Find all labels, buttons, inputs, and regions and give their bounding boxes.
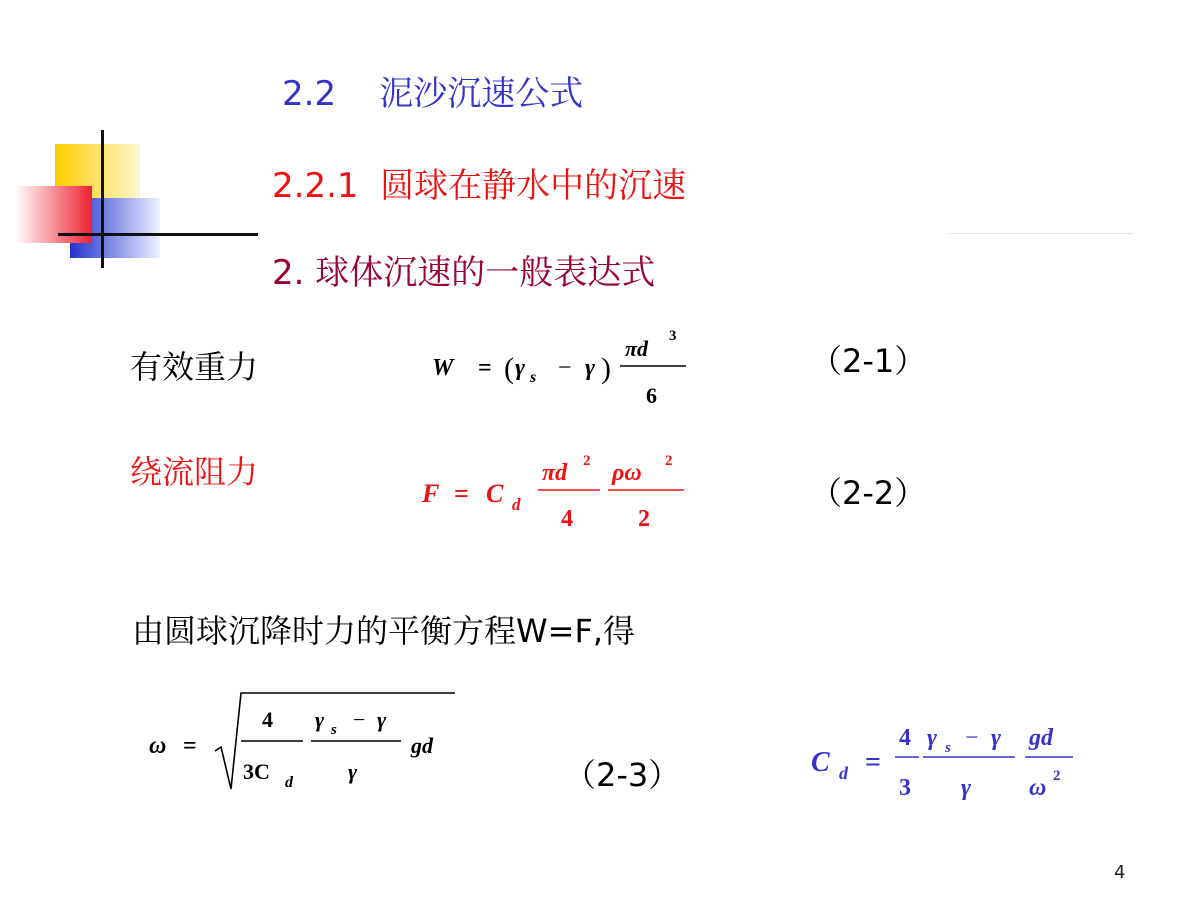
decoration-graphic — [0, 120, 300, 280]
eq4-f3-numerator: gd — [1029, 725, 1053, 751]
eq3-tail: gd — [411, 733, 433, 758]
eq4-f3-denominator: ω — [1029, 775, 1047, 801]
eq2-number: （2-2） — [810, 474, 927, 512]
section-heading: 2.2 泥沙沉速公式 — [282, 74, 584, 114]
equation-drag-force — [420, 440, 710, 540]
eq3-f1-den-sub: d — [285, 774, 293, 791]
eq2-coef: C — [486, 479, 504, 508]
eq4-f1-denominator: 3 — [899, 775, 911, 801]
eq1-rparen: ) — [601, 352, 611, 385]
eq1-subscript-s: s — [530, 369, 537, 386]
eq1-lhs: W — [432, 355, 454, 381]
eq3-f1-numerator: 4 — [262, 707, 273, 732]
eq2-f2-denominator: 2 — [638, 506, 650, 532]
eq2-f1-numerator: πd — [542, 460, 568, 486]
equation-settling-velocity — [145, 685, 465, 800]
eq3-gamma-s: γ — [315, 707, 325, 732]
eq4-lhs-sub: d — [839, 763, 848, 783]
eq1-minus: − — [558, 355, 572, 381]
eq2-lhs: F — [422, 479, 440, 508]
eq1-gamma-s: γ — [515, 355, 525, 381]
equation-drag-coefficient — [805, 705, 1105, 815]
subsection-heading: 2.2.1 圆球在静水中的沉速 — [272, 166, 687, 206]
divider-line — [948, 233, 1133, 234]
drag-label: 绕流阻力 — [130, 453, 259, 491]
eq1-exponent: 3 — [669, 328, 677, 344]
eq3-gamma: γ — [377, 707, 387, 732]
eq4-lhs: C — [811, 747, 830, 778]
eq3-f1-denominator: 3C — [243, 759, 270, 784]
equation-effective-gravity — [420, 320, 710, 420]
page-number: 4 — [1114, 862, 1126, 883]
eq1-lparen: ( — [504, 352, 514, 385]
eq4-equals: = — [865, 747, 881, 778]
eq1-equals: = — [478, 355, 492, 381]
gravity-label: 有效重力 — [130, 348, 259, 386]
eq4-minus: − — [965, 725, 979, 751]
eq3-lhs: ω — [149, 733, 167, 759]
eq3-number: （2-3） — [564, 756, 681, 794]
item-heading: 2. 球体沉速的一般表达式 — [272, 253, 656, 293]
eq2-f1-denominator: 4 — [561, 506, 573, 532]
eq3-minus: − — [353, 707, 366, 732]
eq1-numerator: πd — [625, 336, 649, 361]
eq1-denominator: 6 — [646, 383, 657, 408]
eq3-subscript-s: s — [331, 722, 337, 738]
eq1-gamma: γ — [585, 355, 595, 381]
eq2-f2-numerator: ρω — [612, 460, 642, 486]
eq1-number: （2-1） — [810, 342, 927, 380]
eq2-coef-sub: d — [512, 495, 521, 514]
eq3-f2-denominator: γ — [348, 759, 358, 784]
slide-decoration — [0, 120, 300, 280]
eq4-gamma-s: γ — [927, 725, 937, 751]
eq2-f2-exponent: 2 — [665, 453, 673, 469]
eq4-subscript-s: s — [945, 740, 951, 756]
eq4-f2-denominator: γ — [961, 775, 971, 801]
eq4-gamma: γ — [991, 725, 1001, 751]
eq2-equals: = — [454, 479, 469, 508]
eq4-f1-numerator: 4 — [899, 725, 911, 751]
balance-sentence: 由圆球沉降时力的平衡方程W=F,得 — [132, 612, 636, 650]
eq4-f3-exponent: 2 — [1053, 768, 1061, 784]
eq2-f1-exponent: 2 — [583, 453, 591, 469]
eq3-equals: = — [183, 733, 197, 759]
